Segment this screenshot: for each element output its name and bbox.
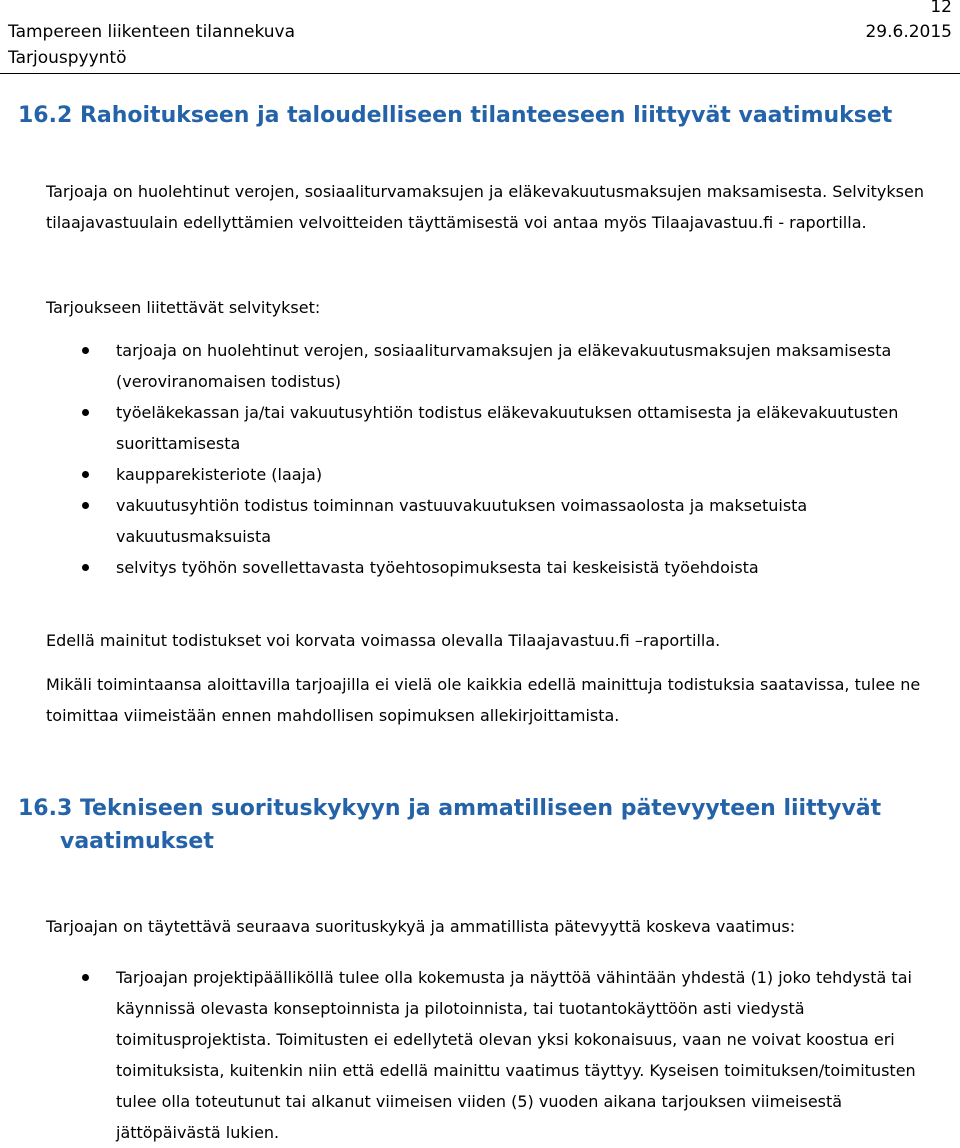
bullet-icon	[82, 471, 89, 478]
bullet-icon	[82, 502, 89, 509]
section-heading-16-2	[18, 99, 892, 132]
paragraph-replacement: Edellä mainitut todistukset voi korvata voimassa olevalla Tilaajavastuu.fi –raportilla.	[46, 631, 721, 650]
required-documents-list	[46, 335, 916, 583]
list-intro: Tarjoukseen liitettävät selvitykset:	[46, 298, 321, 317]
section-title: Tekniseen suorituskykyyn ja ammatilliseen pätevyyteen liittyvät	[79, 796, 882, 821]
bullet-icon	[82, 974, 89, 981]
section-number: 16.3	[18, 796, 73, 821]
bullet-icon	[82, 409, 89, 416]
page-number: 12	[930, 0, 952, 17]
section-number: 16.2	[18, 103, 73, 128]
header-divider	[0, 73, 960, 74]
paragraph-payments: Tarjoaja on huolehtinut verojen, sosiaaliturvamaksujen ja eläkevakuutusmaksujen maksamisesta. Selvityksen tilaajavastuulain edellyttämien velvoitteiden täyttämisestä voi antaa myös Tilaajavastuu.fi - raportilla.	[46, 182, 924, 232]
section-title-continued: vaatimukset	[60, 829, 214, 854]
list-item: kaupparekisteriote (laaja)	[46, 459, 916, 490]
list-item: selvitys työhön sovellettavasta työehtosopimuksesta tai keskeisistä työehdoista	[46, 552, 916, 583]
section-title: Rahoitukseen ja taloudelliseen tilanteeseen liittyvät vaatimukset	[79, 103, 893, 128]
list-item: tarjoaja on huolehtinut verojen, sosiaaliturvamaksujen ja eläkevakuutusmaksujen maksamisesta (veroviranomaisen todistus)	[46, 335, 916, 397]
list-item: vakuutusyhtiön todistus toiminnan vastuuvakuutuksen voimassaolosta ja maksetuista vakuutusmaksuista	[46, 490, 916, 552]
paragraph-new-tenderers: Mikäli toimintaansa aloittavilla tarjoajilla ei vielä ole kaikkia edellä mainittuja todistuksia saatavissa, tulee ne toimittaa viimeistään ennen mahdollisen sopimuksen allekirjoittamista.	[46, 675, 921, 725]
bullet-icon	[82, 347, 89, 354]
paragraph-capability-intro: Tarjoajan on täytettävä seuraava suorituskykyä ja ammatillista pätevyyttä koskeva vaatimus:	[46, 917, 796, 936]
header-date: 29.6.2015	[865, 22, 952, 42]
list-item: työeläkekassan ja/tai vakuutusyhtiön todistus eläkevakuutuksen ottamisesta ja eläkevakuutusten suorittamisesta	[46, 397, 916, 459]
capability-requirements-list	[46, 962, 916, 1148]
document-header	[0, 22, 960, 74]
list-item: Tarjoajan projektipäälliköllä tulee olla kokemusta ja näyttöä vähintään yhdestä (1) joko tehdystä tai käynnissä olevasta konseptoinnista ja pilotoinnista, tai tuotantokäyttöön asti viedystä toimitusprojektista. Toimitusten ei edellytetä olevan yksi kokonaisuus, vaan ne voivat koostua eri toimituksista, kuitenkin niin että edellä mainittu vaatimus täyttyy. Kyseisen toimituksen/toimitusten tulee olla toteutunut tai alkanut viimeisen viiden (5) vuoden aikana tarjouksen viimeisestä jättöpäivästä lukien.	[46, 962, 916, 1148]
header-title: Tampereen liikenteen tilannekuva	[8, 22, 296, 42]
header-subtitle: Tarjouspyyntö	[8, 48, 127, 68]
bullet-icon	[82, 564, 89, 571]
section-heading-16-3	[18, 792, 881, 858]
